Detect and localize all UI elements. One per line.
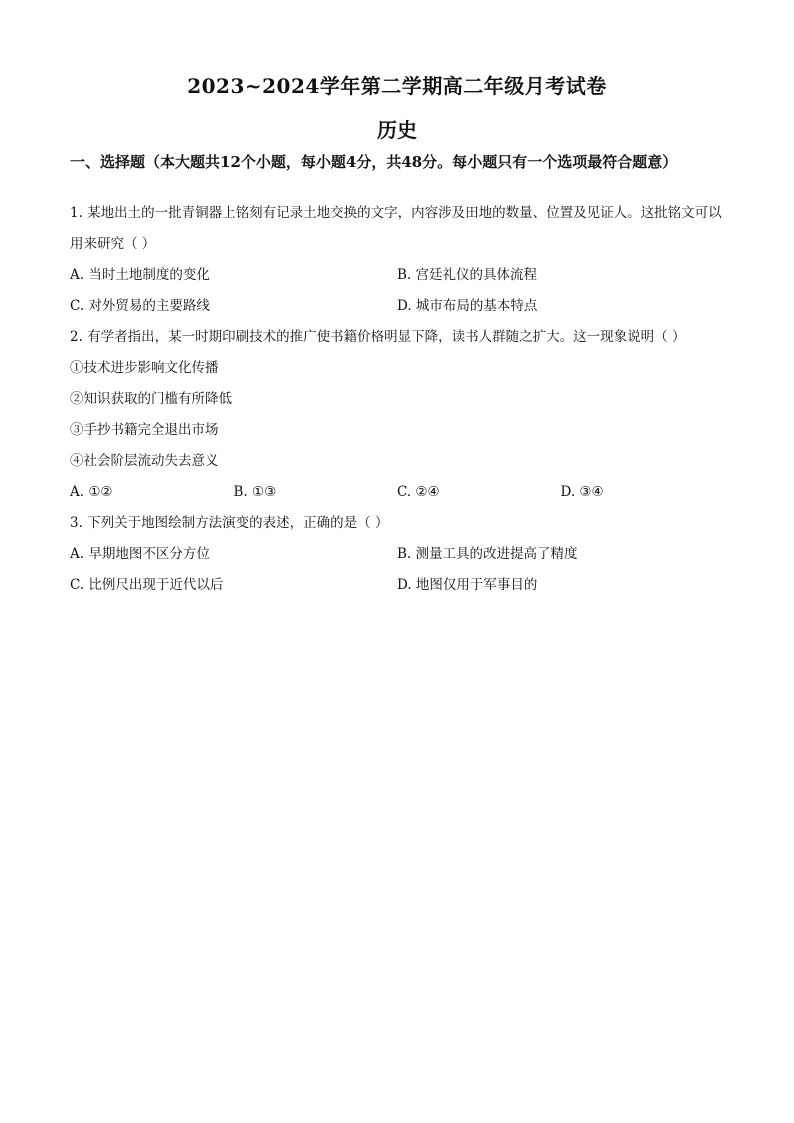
question-3-option-c: C. 比例尺出现于近代以后 [70,577,224,593]
subject-title: 历史 [377,118,417,142]
question-2-option-b: B. ①③ [233,484,277,500]
question-3-options-row1 [70,539,724,570]
question-2-item-3: ③手抄书籍完全退出市场 [70,422,219,438]
questions [70,198,724,601]
question-3-option-b: B. 测量工具的改进提高了精度 [397,546,578,562]
question-3-option-a: A. 早期地图不区分方位 [70,546,210,562]
question-2-stem: 2. 有学者指出，某一时期印刷技术的推广使书籍价格明显下降，读书人群随之扩大。这一现象说明（ ） [70,329,686,345]
question-3-stem: 3. 下列关于地图绘制方法演变的表述，正确的是（ ） [70,515,389,531]
section-heading: 一、选择题（本大题共12个小题，每小题4分，共48分。每小题只有一个选项最符合题意） [70,153,678,171]
question-2-option-d: D. ③④ [560,484,604,500]
question-2-item-4: ④社会阶层流动失去意义 [70,453,219,469]
exam-title: 2023~2024学年第二学期高二年级月考试卷 [187,74,607,98]
question-1-options-row2 [70,291,724,322]
question-1-option-b: B. 宫廷礼仪的具体流程 [397,267,538,283]
question-1-option-a: A. 当时土地制度的变化 [70,267,210,283]
question-2-item-2: ②知识获取的门槛有所降低 [70,391,232,407]
question-2-options [70,477,724,508]
question-3-option-d: D. 地图仅用于军事目的 [397,577,538,593]
question-2-item-1: ①技术进步影响文化传播 [70,360,219,376]
question-3-options-row2 [70,570,724,601]
question-2-option-a: A. ①② [70,484,113,500]
question-1-stem: 1. 某地出土的一批青铜器上铭刻有记录土地交换的文字，内容涉及田地的数量、位置及见证人。这批铭文可以用来研究（ ） [70,205,722,252]
question-2-option-c: C. ②④ [397,484,440,500]
question-1-option-d: D. 城市布局的基本特点 [397,298,538,314]
question-1-option-c: C. 对外贸易的主要路线 [70,298,210,314]
question-1-options-row1 [70,260,724,291]
